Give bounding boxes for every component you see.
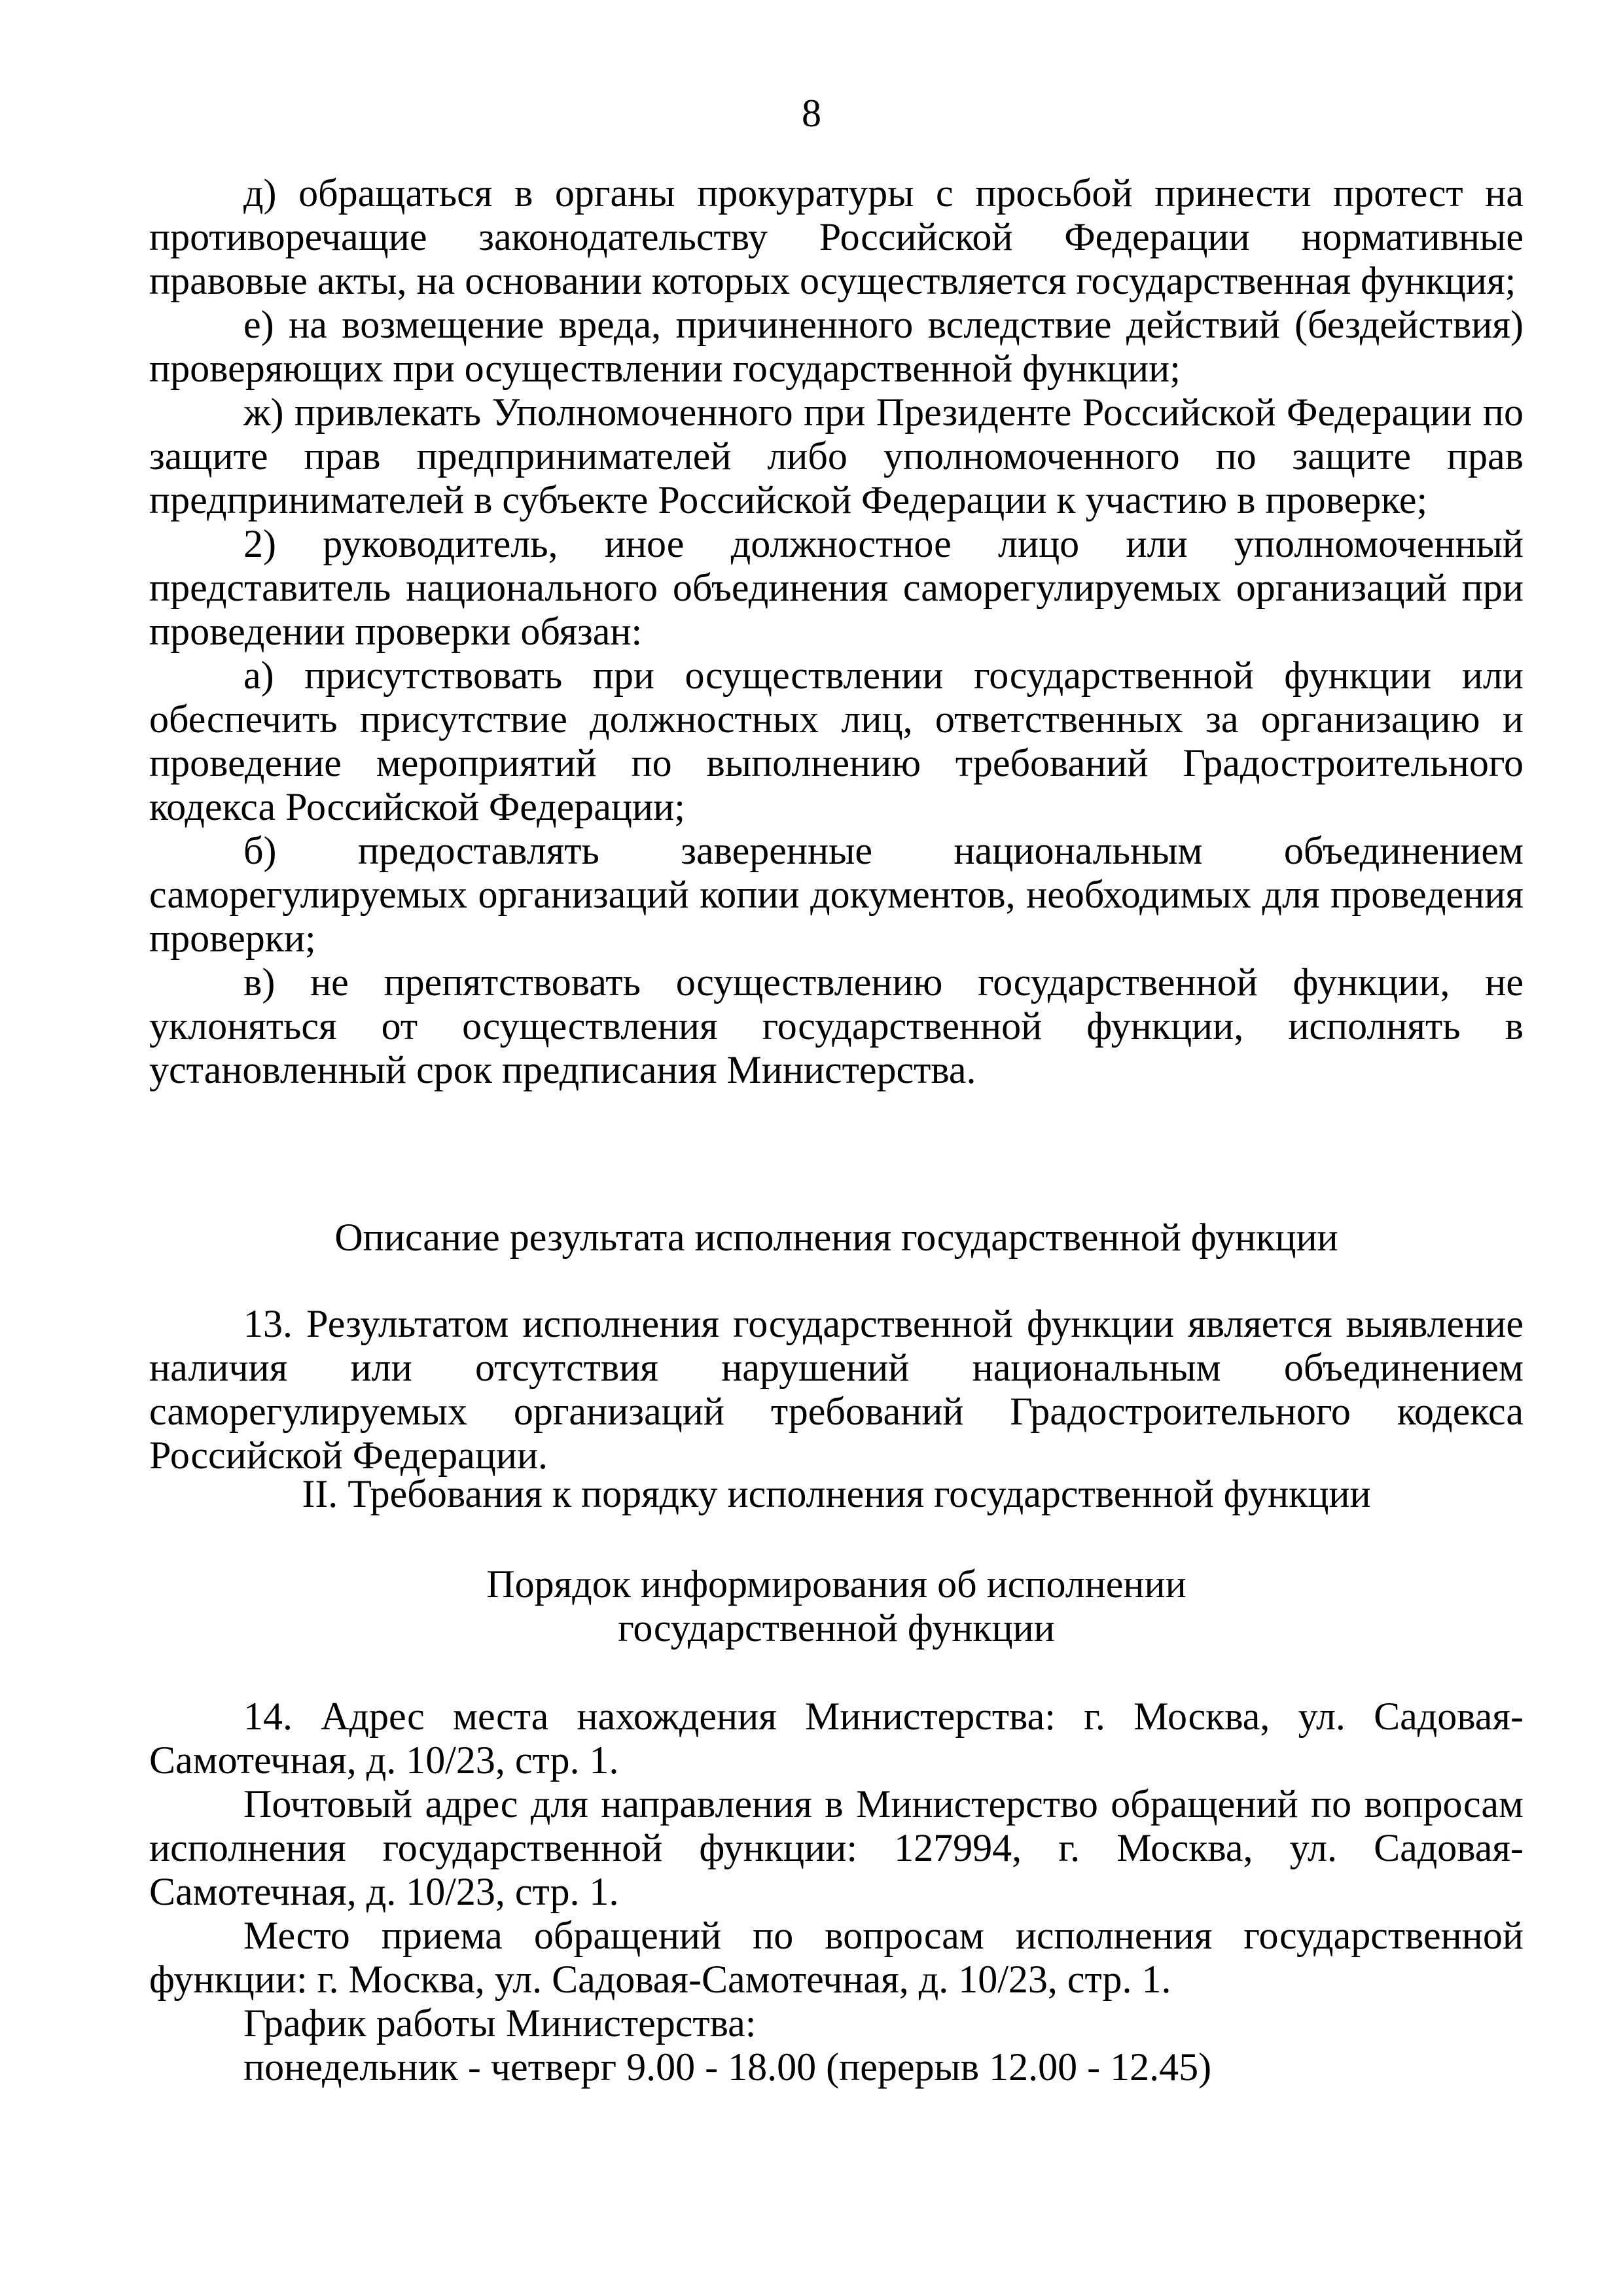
list-item-zh: ж) привлекать Уполномоченного при Президенте Российской Федерации по защите прав предпринимателей либо уполномоченного по защите прав предпринимателей в субъекте Российской Федерации к участию в проверке; xyxy=(149,391,1524,521)
schedule-title: График работы Министерства: xyxy=(243,2002,757,2045)
list-item-e: е) на возмещение вреда, причиненного вследствие действий (бездействия) проверяющих при осуществлении государственной функции; xyxy=(149,303,1524,390)
obligations-block xyxy=(149,171,1524,1092)
schedule-line: понедельник - четверг 9.00 - 18.00 (перерыв 12.00 - 12.45) xyxy=(243,2045,1212,2089)
postal-paragraph: Почтовый адрес для направления в Министерство обращений по вопросам исполнения государственной функции: 127994, г. Москва, ул. Садовая-Самотечная, д. 10/23, стр. 1. xyxy=(149,1782,1524,1913)
info-heading-line-2: государственной функции xyxy=(618,1606,1055,1650)
result-heading: Описание результата исполнения государственной функции xyxy=(334,1216,1338,1259)
info-heading-line-1: Порядок информирования об исполнении xyxy=(486,1563,1186,1606)
duties-intro: 2) руководитель, иное должностное лицо или уполномоченный представитель национального объединения саморегулируемых организаций при проведении проверки обязан: xyxy=(149,522,1524,653)
list-item-d: д) обращаться в органы прокуратуры с просьбой принести протест на противоречащие законодательству Российской Федерации нормативные правовые акты, на основании которых осуществляется государственная функция; xyxy=(149,171,1524,302)
result-block xyxy=(149,1302,1524,1477)
address-paragraph: 14. Адрес места нахождения Министерства: г. Москва, ул. Садовая-Самотечная, д. 10/23, стр. 1. xyxy=(149,1695,1524,1782)
list-item-a: а) присутствовать при осуществлении государственной функции или обеспечить присутствие должностных лиц, ответственных за организацию и проведение мероприятий по выполнению требований Градостроительного кодекса Российской Федерации; xyxy=(149,654,1524,828)
section-heading: II. Требования к порядку исполнения государственной функции xyxy=(302,1472,1371,1515)
page-number: 8 xyxy=(802,92,821,135)
list-item-v: в) не препятствовать осуществлению государственной функции, не уклоняться от осуществления государственной функции, исполнять в установленный срок предписания Министерства. xyxy=(149,961,1524,1091)
result-paragraph: 13. Результатом исполнения государственной функции является выявление наличия или отсутствия нарушений национальным объединением саморегулируемых организаций требований Градостроительного кодекса Российской Федерации. xyxy=(149,1302,1524,1477)
list-item-b: б) предоставлять заверенные национальным объединением саморегулируемых организаций копии документов, необходимых для проведения проверки; xyxy=(149,829,1524,960)
reception-paragraph: Место приема обращений по вопросам исполнения государственной функции: г. Москва, ул. Садовая-Самотечная, д. 10/23, стр. 1. xyxy=(149,1914,1524,2001)
contacts-block xyxy=(149,1695,1524,2089)
